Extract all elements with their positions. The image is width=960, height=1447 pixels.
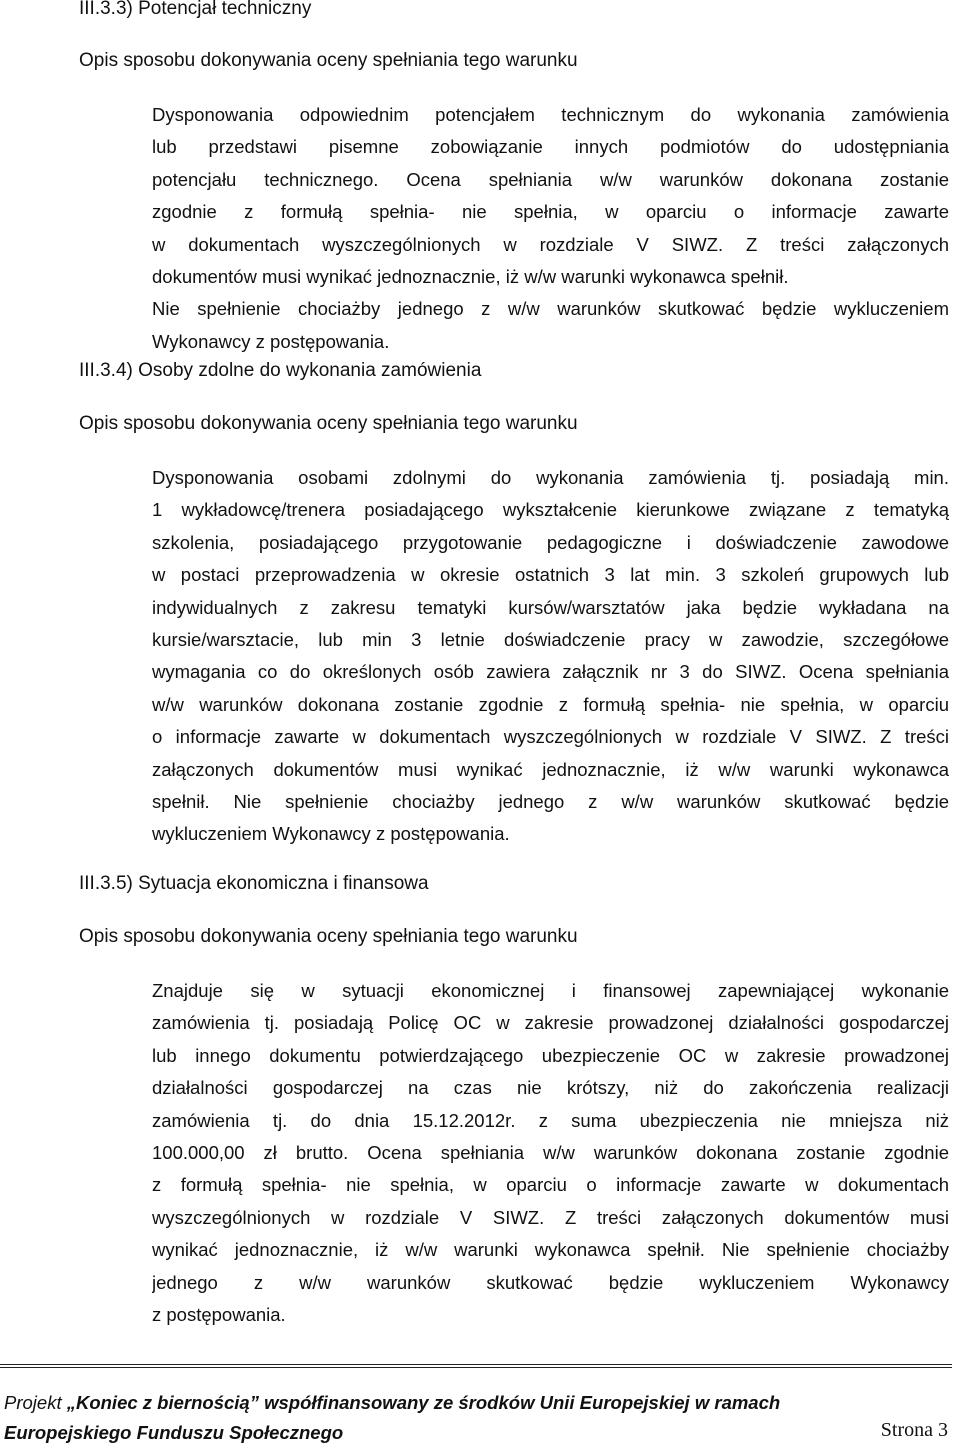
- body-line: załączonych dokumentów musi wynikać jednoznacznie, iż w/w warunki wykonawca: [152, 758, 949, 780]
- body-line: Wykonawcy z postępowania.: [152, 330, 390, 352]
- body-line: szkolenia, posiadającego przygotowanie pedagogiczne i doświadczenie zawodowe: [152, 531, 949, 553]
- body-line: kursie/warsztacie, lub min 3 letnie doświadczenie pracy w zawodzie, szczegółowe: [152, 628, 949, 650]
- section-body-3-5: [152, 975, 949, 1331]
- body-line: Znajduje się w sytuacji ekonomicznej i finansowej zapewniającej wykonanie: [152, 980, 949, 1001]
- body-line: działalności gospodarczej na czas nie krótszy, niż do zakończenia realizacji: [152, 1077, 949, 1099]
- footer-project-line: [4, 1392, 780, 1414]
- footer-divider: [0, 1364, 952, 1365]
- footer-divider: [0, 1367, 952, 1368]
- body-line: zamówienia tj. posiadają Policę OC w zakresie prowadzonej działalności gospodarczej: [152, 1012, 949, 1034]
- body-line: wyszczególnionych w rozdziale V SIWZ. Z treści załączonych dokumentów musi: [152, 1206, 949, 1228]
- body-line: lub innego dokumentu potwierdzającego ubezpieczenie OC w zakresie prowadzonej: [152, 1044, 949, 1066]
- section-opis-3-3: Opis sposobu dokonywania oceny spełniania tego warunku: [79, 50, 578, 71]
- body-line: w dokumentach wyszczególnionych w rozdziale V SIWZ. Z treści załączonych: [152, 233, 949, 255]
- section-body-3-4: [152, 462, 949, 851]
- body-line: wykluczeniem Wykonawcy z postępowania.: [152, 823, 510, 845]
- body-line: o informacje zawarte w dokumentach wyszczególnionych w rozdziale V SIWZ. Z treści: [152, 726, 949, 748]
- section-heading-3-5: III.3.5) Sytuacja ekonomiczna i finansowa: [79, 873, 429, 894]
- body-line: spełnił. Nie spełnienie chociażby jednego z w/w warunków skutkować będzie: [152, 790, 949, 812]
- page-number: Strona 3: [880, 1419, 948, 1441]
- body-line: Dysponowania odpowiednim potencjałem technicznym do wykonania zamówienia: [152, 104, 949, 125]
- body-line: 1 wykładowcę/trenera posiadającego wykształcenie kierunkowe związane z tematyką: [152, 499, 949, 521]
- section-opis-3-4: Opis sposobu dokonywania oceny spełniania tego warunku: [79, 413, 578, 434]
- footer-project-title: „Koniec z biernością” współfinansowany ze środków Unii Europejskiej w ramach: [66, 1392, 781, 1413]
- section-heading-3-3: III.3.3) Potencjał techniczny: [79, 0, 312, 19]
- body-line: indywidualnych z zakresu tematyki kursów/warsztatów jaka będzie wykładana na: [152, 596, 949, 618]
- body-line: potencjału technicznego. Ocena spełniania w/w warunków dokonana zostanie: [152, 168, 949, 190]
- body-line: lub przedstawi pisemne zobowiązanie innych podmiotów do udostępniania: [152, 136, 949, 158]
- section-body-3-3: [152, 99, 949, 358]
- footer-fund-name: Europejskiego Funduszu Społecznego: [4, 1422, 344, 1443]
- body-line: dokumentów musi wynikać jednoznacznie, iż w/w warunki wykonawca spełnił.: [152, 265, 789, 287]
- body-line: Nie spełnienie chociażby jednego z w/w warunków skutkować będzie wykluczeniem: [152, 298, 949, 320]
- body-line: jednego z w/w warunków skutkować będzie wykluczeniem Wykonawcy: [152, 1271, 949, 1293]
- section-opis-3-5: Opis sposobu dokonywania oceny spełniania tego warunku: [79, 926, 578, 947]
- body-line: z postępowania.: [152, 1303, 286, 1325]
- body-line: z formułą spełnia- nie spełnia, w oparciu o informacje zawarte w dokumentach: [152, 1174, 949, 1196]
- body-line: 100.000,00 zł brutto. Ocena spełniania w/w warunków dokonana zostanie zgodnie: [152, 1141, 949, 1163]
- body-line: zamówienia tj. do dnia 15.12.2012r. z suma ubezpieczenia nie mniejsza niż: [152, 1109, 949, 1131]
- body-line: w/w warunków dokonana zostanie zgodnie z formułą spełnia- nie spełnia, w oparciu: [152, 693, 949, 715]
- footer-fund-line: [4, 1422, 343, 1444]
- body-line: zgodnie z formułą spełnia- nie spełnia, w oparciu o informacje zawarte: [152, 201, 949, 223]
- body-line: wynikać jednoznacznie, iż w/w warunki wykonawca spełnił. Nie spełnienie chociażby: [152, 1239, 949, 1261]
- section-heading-3-4: III.3.4) Osoby zdolne do wykonania zamówienia: [79, 360, 482, 381]
- body-line: Dysponowania osobami zdolnymi do wykonania zamówienia tj. posiadają min.: [152, 467, 949, 488]
- body-line: w postaci przeprowadzenia w okresie ostatnich 3 lat min. 3 szkoleń grupowych lub: [152, 564, 949, 586]
- footer-prefix: Projekt: [4, 1392, 67, 1413]
- body-line: wymagania co do określonych osób zawiera załącznik nr 3 do SIWZ. Ocena spełniania: [152, 661, 949, 683]
